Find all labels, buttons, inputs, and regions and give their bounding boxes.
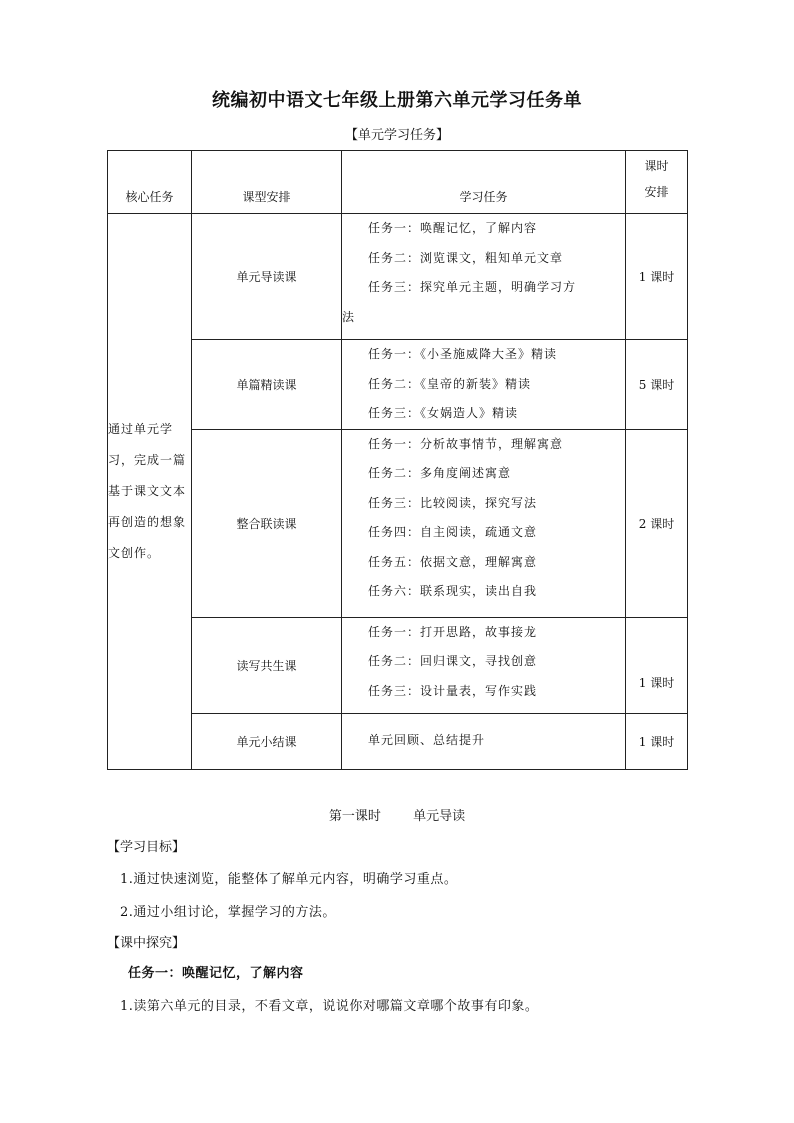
explore-item: 1.读第六单元的目录，不看文章，说说你对哪篇文章哪个故事有印象。: [120, 999, 539, 1014]
task-list-cell: [342, 429, 626, 617]
table-row: [108, 429, 688, 617]
lesson-number: 第一课时: [328, 809, 381, 824]
lesson-type-cell: 单篇精读课: [192, 340, 342, 430]
task-item: 任务一：唤醒记忆，了解内容: [368, 221, 538, 235]
hours-cell: 1 课时: [626, 214, 688, 340]
table-row: [108, 617, 688, 713]
task-item: 任务二：《皇帝的新装》精读: [368, 376, 532, 391]
task-list-cell: [342, 617, 626, 713]
table-row: [108, 340, 688, 430]
header-lesson-type: 课型安排: [192, 151, 342, 214]
header-hours-line2: 安排: [644, 185, 669, 199]
header-core-task: 核心任务: [108, 151, 192, 214]
task-item: 任务四：自主阅读，疏通文意: [368, 525, 538, 539]
task-item-wrap: 法: [342, 309, 356, 324]
task-item: 任务一：打开思路，故事接龙: [368, 624, 538, 639]
task-item: 任务二：回归课文，寻找创意: [368, 654, 538, 668]
header-hours-line1: 课时: [644, 159, 669, 173]
task-list-cell: [342, 340, 626, 430]
task-item: 任务一：分析故事情节，理解寓意: [368, 436, 564, 451]
goal-item: 1.通过快速浏览，能整体了解单元内容，明确学习重点。: [120, 872, 458, 887]
unit-section-title: 【单元学习任务】: [344, 128, 449, 143]
lesson-type-cell: 读写共生课: [192, 617, 342, 713]
hours-cell: 2 课时: [626, 429, 688, 617]
table-header-row: [108, 151, 688, 214]
task-item: 任务二：多角度阐述寓意: [368, 466, 512, 480]
table-row: [108, 713, 688, 769]
task-item: 任务三：探究单元主题，明确学习方: [368, 280, 577, 294]
goal-item: 2.通过小组讨论，掌握学习的方法。: [120, 905, 336, 920]
lesson-type-cell: 单元导读课: [192, 214, 342, 340]
task-item: 任务五：依据文意，理解寓意: [368, 554, 538, 569]
table-row: [108, 214, 688, 340]
explore-task-title: 任务一：唤醒记忆，了解内容: [128, 966, 304, 981]
lesson-title: [0, 805, 794, 824]
lesson-type-cell: 整合联读课: [192, 429, 342, 617]
goals-heading: 【学习目标】: [107, 840, 186, 855]
explore-heading: 【课中探究】: [107, 936, 186, 951]
lesson-name: 单元导读: [413, 809, 466, 824]
unit-task-table: [107, 150, 688, 770]
hours-cell: 5 课时: [626, 340, 688, 430]
task-list-cell: [342, 713, 626, 769]
lesson-type-cell: 单元小结课: [192, 713, 342, 769]
hours-cell: 1 课时: [626, 617, 688, 713]
hours-cell: 1 课时: [626, 713, 688, 769]
core-task-cell: 通过单元学习，完成一篇基于课文文本再创造的想象文创作。: [108, 214, 192, 770]
task-item: 任务三：设计量表，写作实践: [368, 683, 538, 698]
task-item: 任务六：联系现实，读出自我: [368, 584, 538, 598]
task-item: 任务二：浏览课文，粗知单元文章: [368, 250, 564, 265]
header-hours: [626, 151, 688, 214]
task-item: 单元回顾、总结提升: [368, 733, 486, 748]
task-item: 任务三：《女娲造人》精读: [368, 406, 519, 420]
task-item: 任务三：比较阅读，探究写法: [368, 495, 538, 510]
header-learning-task: 学习任务: [342, 151, 626, 214]
page-title: 统编初中语文七年级上册第六单元学习任务单: [212, 90, 582, 111]
task-list-cell: [342, 214, 626, 340]
task-item: 任务一：《小圣施威降大圣》精读: [368, 347, 558, 361]
